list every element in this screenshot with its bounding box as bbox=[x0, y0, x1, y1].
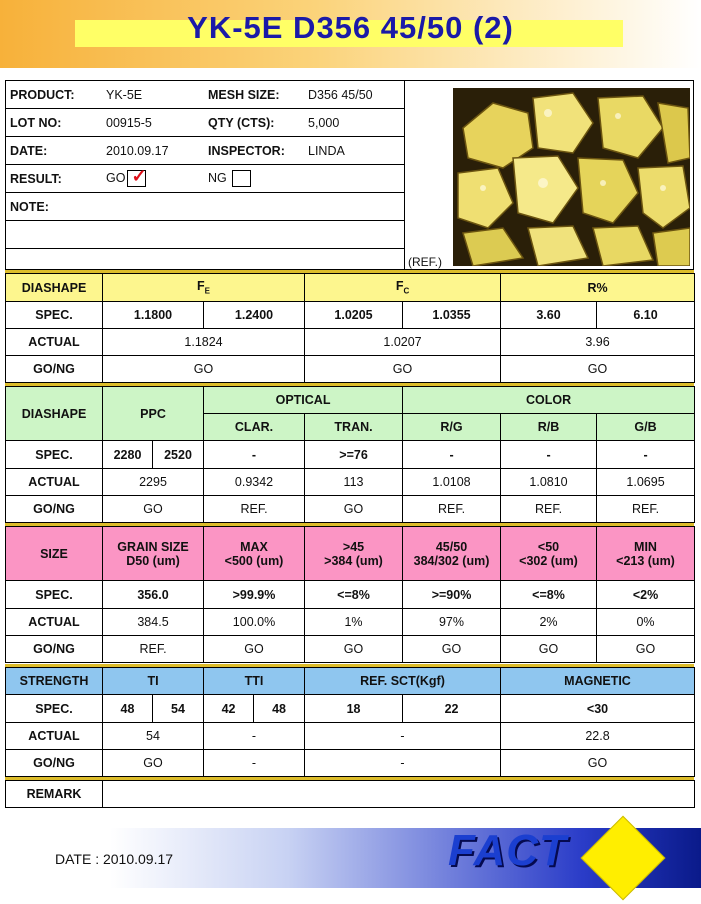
gong-cell: - bbox=[204, 750, 305, 777]
result-go bbox=[102, 165, 204, 193]
footer bbox=[0, 820, 701, 898]
actual-cell: 22.8 bbox=[501, 723, 695, 750]
spec-cell: 22 bbox=[403, 695, 501, 723]
actual-cell: 0% bbox=[597, 609, 695, 636]
go-checkbox[interactable] bbox=[127, 166, 147, 187]
actual-cell: 2295 bbox=[103, 469, 204, 496]
note-label: NOTE: bbox=[6, 193, 404, 221]
info-section bbox=[5, 80, 694, 270]
spec-cell: 2280 bbox=[103, 441, 153, 469]
size-col-header: MAX <500 (um) bbox=[204, 527, 305, 581]
spec-cell: 6.10 bbox=[597, 302, 695, 329]
size-col-header: MIN <213 (um) bbox=[597, 527, 695, 581]
actual-cell: 113 bbox=[305, 469, 403, 496]
spec-cell: - bbox=[597, 441, 695, 469]
actual-cell: 384.5 bbox=[103, 609, 204, 636]
spec-cell: 1.0205 bbox=[305, 302, 403, 329]
gong-cell: GO bbox=[103, 496, 204, 523]
gong-cell: GO bbox=[103, 750, 204, 777]
spec-label: SPEC. bbox=[6, 302, 103, 329]
spec-cell: 54 bbox=[153, 695, 204, 723]
ref-label: (REF.) bbox=[408, 255, 442, 269]
spec-cell: 3.60 bbox=[501, 302, 597, 329]
spec-cell: 48 bbox=[103, 695, 153, 723]
remark-value bbox=[103, 781, 695, 808]
go-label: GO bbox=[106, 170, 126, 185]
actual-cell: 1.0108 bbox=[403, 469, 501, 496]
product-value: YK-5E bbox=[102, 81, 204, 109]
actual-cell: 1% bbox=[305, 609, 403, 636]
ng-checkbox[interactable] bbox=[232, 170, 251, 187]
magnetic-header: MAGNETIC bbox=[501, 668, 695, 695]
remark-label: REMARK bbox=[6, 781, 103, 808]
r-header: R% bbox=[501, 274, 695, 302]
gong-cell: - bbox=[305, 750, 501, 777]
gong-cell: REF. bbox=[597, 496, 695, 523]
spec-cell: <=8% bbox=[501, 581, 597, 609]
spec-cell: 356.0 bbox=[103, 581, 204, 609]
actual-cell: 1.0810 bbox=[501, 469, 597, 496]
rg-header: R/G bbox=[403, 414, 501, 441]
gong-label: GO/NG bbox=[6, 496, 103, 523]
spec-cell: 42 bbox=[204, 695, 254, 723]
info-table bbox=[6, 81, 405, 269]
diashape-header: DIASHAPE bbox=[6, 387, 103, 441]
lot-value: 00915-5 bbox=[102, 109, 204, 137]
gong-cell: REF. bbox=[403, 496, 501, 523]
size-col-header: <50 <302 (um) bbox=[501, 527, 597, 581]
actual-label: ACTUAL bbox=[6, 723, 103, 750]
actual-cell: - bbox=[305, 723, 501, 750]
actual-label: ACTUAL bbox=[6, 609, 103, 636]
result-label: RESULT: bbox=[6, 165, 102, 193]
gong-label: GO/NG bbox=[6, 356, 103, 383]
spec-cell: 48 bbox=[254, 695, 305, 723]
actual-cell: 1.0695 bbox=[597, 469, 695, 496]
qty-label: QTY (CTS): bbox=[204, 109, 304, 137]
remark-table bbox=[5, 780, 695, 808]
ng-label: NG bbox=[208, 170, 227, 185]
inspector-label: INSPECTOR: bbox=[204, 137, 304, 165]
product-label: PRODUCT: bbox=[6, 81, 102, 109]
size-col-header: >45 >384 (um) bbox=[305, 527, 403, 581]
actual-cell: 2% bbox=[501, 609, 597, 636]
spec-cell: - bbox=[403, 441, 501, 469]
spec-cell: >=76 bbox=[305, 441, 403, 469]
fc-header: $F_C$ bbox=[305, 274, 501, 302]
spec-cell: 1.2400 bbox=[204, 302, 305, 329]
gong-cell: GO bbox=[501, 750, 695, 777]
qty-value: 5,000 bbox=[304, 109, 404, 137]
gong-cell: GO bbox=[597, 636, 695, 663]
spec-label: SPEC. bbox=[6, 695, 103, 723]
spec-cell: 1.0355 bbox=[403, 302, 501, 329]
actual-label: ACTUAL bbox=[6, 469, 103, 496]
ti-header: TI bbox=[103, 668, 204, 695]
optical-table bbox=[5, 386, 695, 523]
note-line-1 bbox=[6, 221, 404, 249]
color-header: COLOR bbox=[403, 387, 695, 414]
optical-header: OPTICAL bbox=[204, 387, 403, 414]
actual-cell: 1.1824 bbox=[103, 329, 305, 356]
mesh-value: D356 45/50 bbox=[304, 81, 404, 109]
gb-header: G/B bbox=[597, 414, 695, 441]
gong-cell: GO bbox=[305, 356, 501, 383]
gong-label: GO/NG bbox=[6, 636, 103, 663]
spec-cell: 18 bbox=[305, 695, 403, 723]
tran-header: TRAN. bbox=[305, 414, 403, 441]
gong-cell: REF. bbox=[103, 636, 204, 663]
sct-header: REF. SCT(Kgf) bbox=[305, 668, 501, 695]
actual-label: ACTUAL bbox=[6, 329, 103, 356]
footer-date: DATE : 2010.09.17 bbox=[55, 851, 174, 867]
gong-label: GO/NG bbox=[6, 750, 103, 777]
actual-cell: 100.0% bbox=[204, 609, 305, 636]
date-label: DATE: bbox=[6, 137, 102, 165]
spec-cell: >99.9% bbox=[204, 581, 305, 609]
header-band bbox=[0, 0, 701, 68]
diashape-table bbox=[5, 273, 695, 383]
mesh-label: MESH SIZE: bbox=[204, 81, 304, 109]
diashape-header: DIASHAPE bbox=[6, 274, 103, 302]
page-title: YK-5E D356 45/50 (2) bbox=[187, 10, 514, 45]
result-ng bbox=[204, 165, 304, 193]
fe-header: $F_E$ bbox=[103, 274, 305, 302]
actual-cell: 54 bbox=[103, 723, 204, 750]
ppc-header: PPC bbox=[103, 387, 204, 441]
actual-cell: - bbox=[204, 723, 305, 750]
lot-label: LOT NO: bbox=[6, 109, 102, 137]
gong-cell: REF. bbox=[204, 496, 305, 523]
checkmark-icon: ✓ bbox=[131, 166, 147, 186]
clar-header: CLAR. bbox=[204, 414, 305, 441]
rb-header: R/B bbox=[501, 414, 597, 441]
gong-cell: GO bbox=[305, 636, 403, 663]
spec-cell: 2520 bbox=[153, 441, 204, 469]
actual-cell: 1.0207 bbox=[305, 329, 501, 356]
diamond-photo bbox=[453, 88, 690, 266]
size-header: SIZE bbox=[6, 527, 103, 581]
spec-cell: 1.1800 bbox=[103, 302, 204, 329]
gong-cell: REF. bbox=[501, 496, 597, 523]
actual-cell: 3.96 bbox=[501, 329, 695, 356]
strength-header: STRENGTH bbox=[6, 668, 103, 695]
gong-cell: GO bbox=[501, 356, 695, 383]
inspector-value: LINDA bbox=[304, 137, 404, 165]
spec-label: SPEC. bbox=[6, 441, 103, 469]
spec-cell: <30 bbox=[501, 695, 695, 723]
spec-cell: - bbox=[204, 441, 305, 469]
actual-cell: 97% bbox=[403, 609, 501, 636]
date-value: 2010.09.17 bbox=[102, 137, 204, 165]
spec-cell: <=8% bbox=[305, 581, 403, 609]
gong-cell: GO bbox=[204, 636, 305, 663]
gong-cell: GO bbox=[305, 496, 403, 523]
gong-cell: GO bbox=[501, 636, 597, 663]
actual-cell: 0.9342 bbox=[204, 469, 305, 496]
spec-cell: <2% bbox=[597, 581, 695, 609]
gong-cell: GO bbox=[403, 636, 501, 663]
gong-cell: GO bbox=[103, 356, 305, 383]
strength-table bbox=[5, 667, 695, 777]
size-col-header: 45/50 384/302 (um) bbox=[403, 527, 501, 581]
tti-header: TTI bbox=[204, 668, 305, 695]
fact-logo: FACT bbox=[448, 826, 567, 875]
spec-cell: - bbox=[501, 441, 597, 469]
spec-cell: >=90% bbox=[403, 581, 501, 609]
size-col-header: GRAIN SIZE D50 (um) bbox=[103, 527, 204, 581]
spec-label: SPEC. bbox=[6, 581, 103, 609]
size-table bbox=[5, 526, 695, 663]
